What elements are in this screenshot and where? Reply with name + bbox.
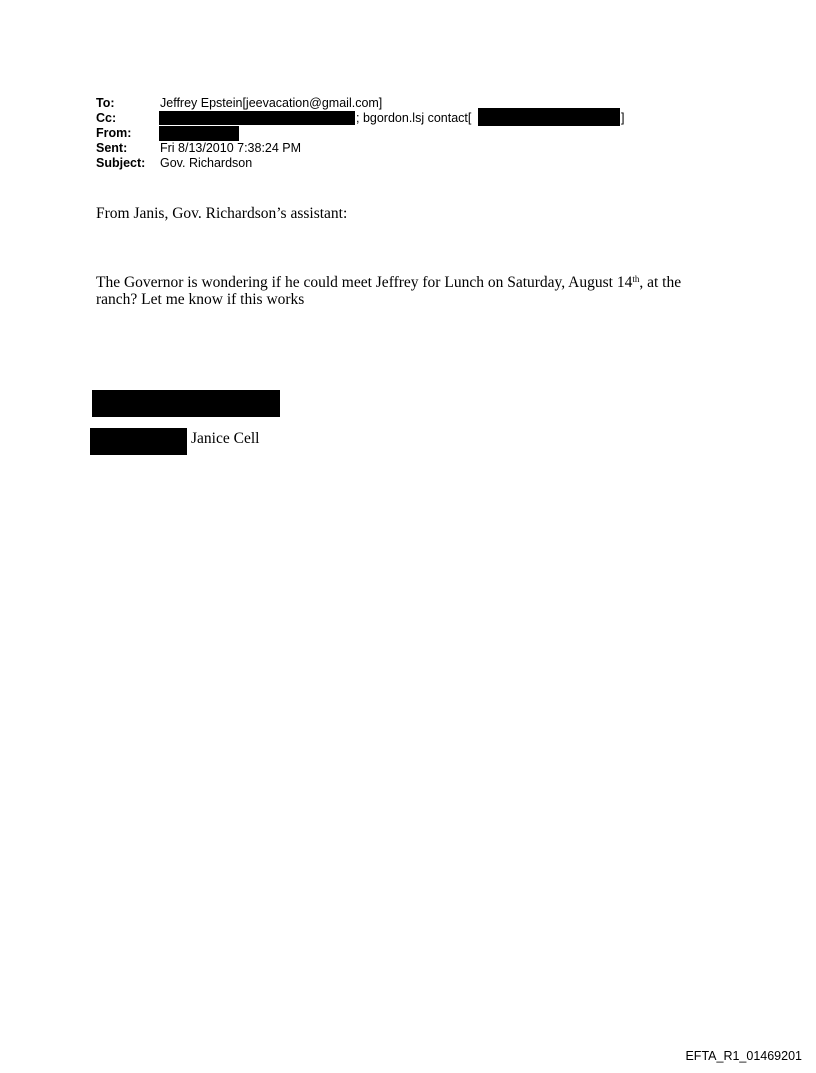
message-part2: , at the — [639, 274, 682, 291]
message-line2: ranch? Let me know if this works — [96, 291, 305, 308]
cc-label: Cc: — [96, 111, 117, 125]
cc-value-end: ] — [621, 111, 625, 125]
signature-cell-label: Janice Cell — [191, 430, 260, 447]
intro-line: From Janis, Gov. Richardson’s assistant: — [96, 205, 348, 222]
subject-label: Subject: — [96, 156, 146, 170]
sent-value: Fri 8/13/2010 7:38:24 PM — [160, 141, 302, 155]
cc-value-middle: ; bgordon.lsj contact[ — [356, 111, 472, 125]
cc-redaction-1 — [159, 111, 355, 125]
to-label: To: — [96, 96, 115, 110]
message-part1: The Governor is wondering if he could meet Jeffrey for Lunch on Saturday, August 14 — [96, 274, 633, 291]
message-body — [96, 274, 681, 308]
message-sup: th — [632, 274, 640, 284]
signature-phone-redaction — [90, 428, 187, 455]
cc-redaction-2 — [478, 108, 620, 126]
subject-value: Gov. Richardson — [160, 156, 253, 170]
sent-label: Sent: — [96, 141, 128, 155]
from-redaction — [159, 126, 239, 141]
bates-number: EFTA_R1_01469201 — [685, 1049, 802, 1063]
to-value: Jeffrey Epstein[jeevacation@gmail.com] — [160, 96, 383, 110]
signature-name-redaction — [92, 390, 280, 417]
from-label: From: — [96, 126, 132, 140]
